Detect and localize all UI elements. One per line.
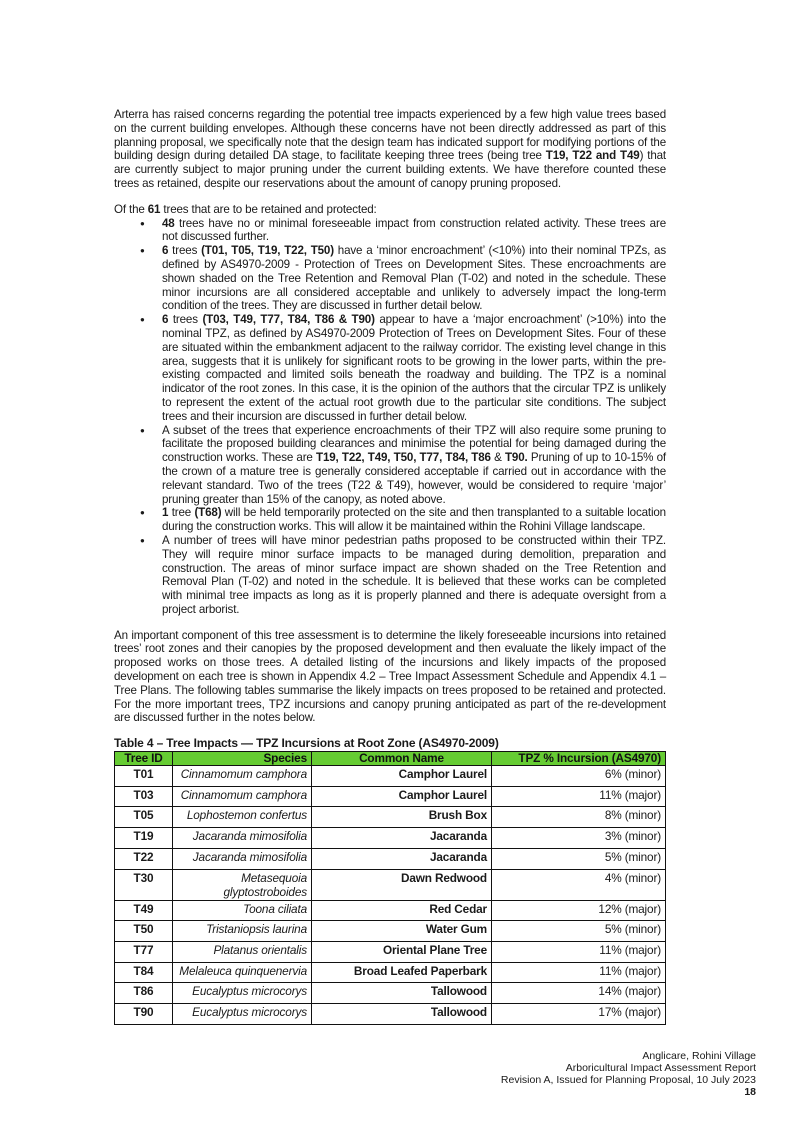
table-row — [115, 869, 666, 900]
intro-paragraph — [114, 108, 666, 191]
species-cell: Cinnamomum camphora — [173, 766, 312, 787]
text: ) that are currently subject to major pruning under the current building extents. We have therefore counted these trees as retained, despite our reservations about the amount of canopy pruning proposed. — [114, 149, 666, 190]
species-cell: Lophostemon confertus — [173, 807, 312, 828]
table-row — [115, 941, 666, 962]
tpz-incursion-cell: 5% (minor) — [492, 921, 666, 942]
page-footer — [501, 1050, 756, 1098]
tpz-incursion-cell: 17% (major) — [492, 1003, 666, 1024]
header-tpz-incursion: TPZ % Incursion (AS4970) — [492, 752, 666, 766]
header-common-name: Common Name — [312, 752, 492, 766]
table-row — [115, 962, 666, 983]
common-name-cell: Oriental Plane Tree — [312, 941, 492, 962]
bullet-item: ● 1 tree (T68) will be held temporarily protected on the site and then transplanted to a suitable location during the construction works. This will allow it be maintained within the Rohini Village landscape. — [114, 506, 666, 534]
table-row — [115, 828, 666, 849]
table-row — [115, 1003, 666, 1024]
species-cell: Toona ciliata — [173, 900, 312, 921]
species-cell: Eucalyptus microcorys — [173, 983, 312, 1004]
tree-id-cell: T30 — [115, 869, 173, 900]
footer-client: Anglicare, Rohini Village — [642, 1050, 756, 1062]
common-name-cell: Brush Box — [312, 807, 492, 828]
footer-report: Arboricultural Impact Assessment Report — [565, 1062, 756, 1074]
retained-intro — [114, 203, 666, 217]
tree-id-cell: T90 — [115, 1003, 173, 1024]
text: Of the — [114, 202, 148, 216]
tpz-incursion-cell: 8% (minor) — [492, 807, 666, 828]
common-name-cell: Dawn Redwood — [312, 869, 492, 900]
tree-id-cell: T86 — [115, 983, 173, 1004]
tpz-incursion-cell: 3% (minor) — [492, 828, 666, 849]
tree-id-cell: T22 — [115, 848, 173, 869]
tpz-incursion-cell: 11% (major) — [492, 941, 666, 962]
tree-id-cell: T19 — [115, 828, 173, 849]
common-name-cell: Water Gum — [312, 921, 492, 942]
header-species: Species — [173, 752, 312, 766]
tpz-incursion-cell: 11% (major) — [492, 962, 666, 983]
assessment-paragraph: An important component of this tree assessment is to determine the likely foreseeable incursions into retained trees’ root zones and their canopies by the proposed development and then evaluate the likely impact of the proposed works on those trees. A detailed listing of the incursions and likely impacts of the proposed development on each tree is shown in Appendix 4.2 – Tree Impact Assessment Schedule and Appendix 4.1 – Tree Plans. The following tables summarise the likely impacts on trees proposed to be retained and protected. For the more important trees, TPZ incursions and canopy pruning anticipated as part of the re-development are discussed further in the notes below. — [114, 628, 666, 725]
tree-id-cell: T49 — [115, 900, 173, 921]
common-name-cell: Camphor Laurel — [312, 766, 492, 787]
species-cell: Platanus orientalis — [173, 941, 312, 962]
bullet-item: ● 6 trees (T01, T05, T19, T22, T50) have a ‘minor encroachment’ (<10%) into their nominal TPZs, as defined by AS4970-2009 - Protection of Trees on Development Sites. These encroachments are shown shaded on the Tree Retention and Removal Plan (T-02) and noted in the schedule. These minor incursions are all considered acceptable and unlikely to adversely impact the long-term condition of the trees. They are discussed in further detail below. — [114, 244, 666, 313]
tpz-incursion-cell: 5% (minor) — [492, 848, 666, 869]
table-row — [115, 983, 666, 1004]
tree-id-cell: T03 — [115, 786, 173, 807]
common-name-cell: Red Cedar — [312, 900, 492, 921]
tree-impacts-table — [114, 751, 666, 1025]
species-cell: Eucalyptus microcorys — [173, 1003, 312, 1024]
document-body — [114, 108, 666, 1025]
species-cell: Metasequoia glyptostroboides — [173, 869, 312, 900]
table-row — [115, 921, 666, 942]
table-row — [115, 786, 666, 807]
table-row — [115, 766, 666, 787]
bullet-item: ● 48 trees have no or minimal foreseeable impact from construction related activity. These trees are not discussed further. — [114, 217, 666, 245]
footer-revision: Revision A, Issued for Planning Proposal, 10 July 2023 — [500, 1074, 756, 1086]
table-row — [115, 900, 666, 921]
species-cell: Jacaranda mimosifolia — [173, 828, 312, 849]
tpz-incursion-cell: 12% (major) — [492, 900, 666, 921]
bullet-list — [114, 217, 666, 617]
tree-id-cell: T50 — [115, 921, 173, 942]
header-tree-id: Tree ID — [115, 752, 173, 766]
tree-id-cell: T84 — [115, 962, 173, 983]
table-row — [115, 807, 666, 828]
page-number: 18 — [744, 1086, 756, 1098]
common-name-cell: Camphor Laurel — [312, 786, 492, 807]
tpz-incursion-cell: 4% (minor) — [492, 869, 666, 900]
tree-id-cell: T01 — [115, 766, 173, 787]
common-name-cell: Broad Leafed Paperbark — [312, 962, 492, 983]
bullet-item: ● A number of trees will have minor pedestrian paths proposed to be constructed within their TPZ. They will require minor surface impacts to be managed during demolition, preparation and construction. The areas of minor surface impact are shown shaded on the Tree Retention and Removal Plan (T-02) and noted in the schedule. It is believed that these works can be completed with minimal tree impacts as long as it is properly planned and there is adequate oversight from a project arborist. — [114, 534, 666, 617]
species-cell: Tristaniopsis laurina — [173, 921, 312, 942]
common-name-cell: Tallowood — [312, 983, 492, 1004]
tree-id-cell: T05 — [115, 807, 173, 828]
common-name-cell: Jacaranda — [312, 848, 492, 869]
common-name-cell: Jacaranda — [312, 828, 492, 849]
table-title: Table 4 – Tree Impacts — TPZ Incursions at Root Zone (AS4970-2009) — [114, 736, 499, 751]
text: Arterra has raised concerns regarding the potential tree impacts experienced by a few high value trees based on the current building envelopes. Although these concerns have not been directly addressed as part of this planning proposal, we specifically note that the design team has indicated support for modifying portions of the building design during detailed DA stage, to facilitate keeping three trees (being tree — [114, 108, 666, 163]
tpz-incursion-cell: 14% (major) — [492, 983, 666, 1004]
tree-id-cell: T77 — [115, 941, 173, 962]
bullet-item: ● A subset of the trees that experience encroachments of their TPZ will also require some pruning to facilitate the proposed building clearances and minimise the potential for being damaged during the construction works. These are T19, T22, T49, T50, T77, T84, T86 & T90. Pruning of up to 10-15% of the crown of a mature tree is generally considered acceptable if carried out in accordance with the relevant standard. Two of the trees (T22 & T49), however, would be considered to require ‘major’ pruning greater than 15% of the canopy, as noted above. — [114, 424, 666, 507]
text: trees that are to be retained and protected: — [160, 202, 377, 216]
bold-text: 61 — [147, 202, 161, 216]
tpz-incursion-cell: 6% (minor) — [492, 766, 666, 787]
bullet-item: ● 6 trees (T03, T49, T77, T84, T86 & T90) appear to have a ‘major encroachment’ (>10%) into the nominal TPZ, as defined by AS4970-2009 Protection of Trees on Development Sites. Four of these are situated within the embankment adjacent to the railway corridor. The existing level change in this area, suggests that it is unlikely for significant roots to be growing in the lower parts, within the pre-existing compacted and limited soils beneath the roadway and building. The TPZ is a nominal indicator of the root zones. In this case, it is the opinion of the authors that the circular TPZ is unlikely to represent the extent of the actual root growth due to the particular site conditions. The subject trees and their incursion are discussed in further detail below. — [114, 313, 666, 423]
species-cell: Melaleuca quinquenervia — [173, 962, 312, 983]
table-row — [115, 848, 666, 869]
species-cell: Jacaranda mimosifolia — [173, 848, 312, 869]
bold-text: T19, T22 and T49 — [545, 149, 640, 163]
table-header-row — [115, 752, 666, 766]
common-name-cell: Tallowood — [312, 1003, 492, 1024]
tpz-incursion-cell: 11% (major) — [492, 786, 666, 807]
species-cell: Cinnamomum camphora — [173, 786, 312, 807]
